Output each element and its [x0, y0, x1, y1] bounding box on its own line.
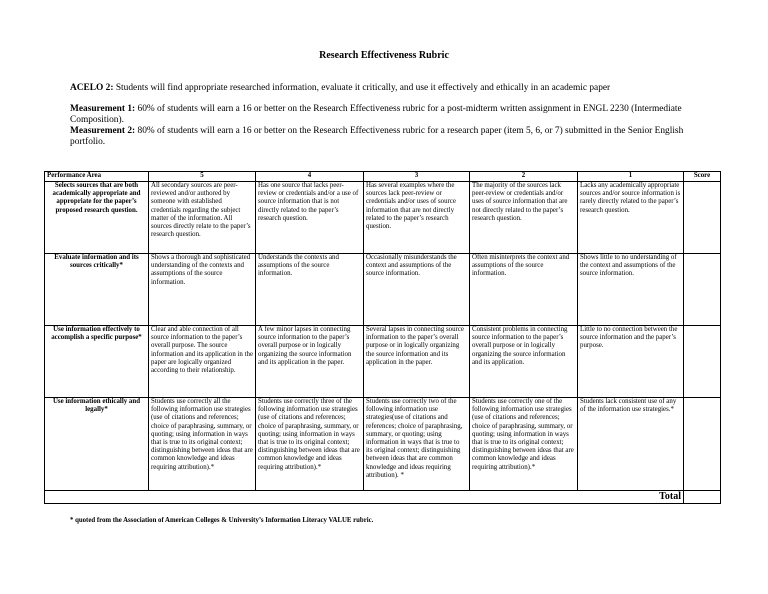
criteria-cell-2: The majority of the sources lack peer-review or credentials and/or uses of source information that are not directly related to the paper’s research question. [470, 182, 578, 254]
total-row [45, 491, 721, 504]
criteria-cell-3: Students use correctly two of the following information use strategies(use of citations and references; choice of paraphrasing, summary, or quoting; using information in ways that is true to its original context; distinguishing between ideas that are common knowledge and ideas requiring attribution). * [364, 398, 470, 491]
table-row [45, 182, 721, 254]
performance-area-cell: Use information ethically and legally* [45, 398, 149, 491]
acelo-label: ACELO 2: [70, 83, 114, 93]
footnote: * quoted from the Association of American Colleges & University’s Information Literacy VALUE rubric. [70, 517, 374, 524]
page-title: Research Effectiveness Rubric [319, 50, 449, 61]
score-cell[interactable] [684, 326, 721, 398]
criteria-cell-1: Little to no connection between the source information and the paper’s purpose. [578, 326, 684, 398]
criteria-cell-3: Has several examples where the sources lack peer-review or credentials and/or uses of source information that are not directly related to the paper’s research question. [364, 182, 470, 254]
header-score: Score [684, 172, 721, 182]
criteria-cell-3: Several lapses in connecting source information to the paper’s overall purpose or in logically organizing the source information and its application in the paper. [364, 326, 470, 398]
score-cell[interactable] [684, 398, 721, 491]
criteria-cell-3: Occasionally misunderstands the context and assumptions of the source information. [364, 254, 470, 326]
criteria-cell-4: A few minor lapses in connecting source information to the paper’s overall purpose or in logically organizing the source information and its application in the paper. [256, 326, 364, 398]
header-score-5: 5 [149, 172, 256, 182]
measurement-1 [70, 104, 720, 126]
criteria-cell-5: Clear and able connection of all source information to the paper’s overall purpose. The source information and its application in the paper are logically organized according to their relationship. [149, 326, 256, 398]
header-score-2: 2 [470, 172, 578, 182]
criteria-cell-1: Lacks any academically appropriate sources and/or source information is rarely directly related to the paper’s research question. [578, 182, 684, 254]
criteria-cell-5: Students use correctly all the following information use strategies (use of citations and references; choice of paraphrasing, summary, or quoting; using information in ways that is true to its original context; distinguishing between ideas that are common knowledge and ideas requiring attribution).* [149, 398, 256, 491]
table-row [45, 398, 721, 491]
score-cell[interactable] [684, 182, 721, 254]
measurement-1-label: Measurement 1: [70, 104, 136, 114]
header-row [45, 172, 721, 182]
score-cell[interactable] [684, 254, 721, 326]
total-score-cell[interactable] [684, 491, 721, 504]
criteria-cell-4: Has one source that lacks peer-review or credentials and/or a use of source information that is not directly related to the paper’s research question. [256, 182, 364, 254]
acelo-text: Students will find appropriate researched information, evaluate it critically, and use it effectively and ethically in an academic paper [113, 83, 611, 93]
criteria-cell-2: Consistent problems in connecting source information to the paper’s overall purpose or in logically organizing the source information and its application. [470, 326, 578, 398]
criteria-cell-1: Students lack consistent use of any of the information use strategies.* [578, 398, 684, 491]
criteria-cell-2: Students use correctly one of the following information use strategies (use of citations and references; choice of paraphrasing, summary, or quoting; using information in ways that is true to its original context; distinguishing between ideas that are common knowledge and ideas requiring attribution).* [470, 398, 578, 491]
performance-area-cell: Use information effectively to accomplish a specific purpose* [45, 326, 149, 398]
measurement-2-label: Measurement 2: [70, 126, 136, 136]
criteria-cell-1: Shows little to no understanding of the context and assumptions of the source information. [578, 254, 684, 326]
measurement-1-text: 60% of students will earn a 16 or better on the Research Effectiveness rubric for a post-midterm written assignment in ENGL 2230 (Intermediate Composition). [70, 104, 682, 125]
total-label: Total [45, 491, 684, 504]
criteria-cell-4: Understands the contexts and assumptions of the source information. [256, 254, 364, 326]
measurement-2-text: 80% of students will earn a 16 or better on the Research Effectiveness rubric for a research paper (item 5, 6, or 7) submitted in the Senior English portfolio. [70, 126, 684, 147]
criteria-cell-5: All secondary sources are peer-reviewed and/or authored by someone with established credentials regarding the subject matter of the information. All sources directly relate to the paper’s research question. [149, 182, 256, 254]
performance-area-cell: Selects sources that are both academically appropriate and appropriate for the paper’s proposed research question. [45, 182, 149, 254]
header-score-4: 4 [256, 172, 364, 182]
header-score-3: 3 [364, 172, 470, 182]
rubric-table [44, 171, 721, 504]
acelo-statement [70, 83, 720, 94]
performance-area-cell: Evaluate information and its sources critically* [45, 254, 149, 326]
measurement-2 [70, 126, 720, 148]
table-row [45, 254, 721, 326]
header-performance-area: Performance Area [45, 172, 149, 182]
criteria-cell-2: Often misinterprets the context and assumptions of the source information. [470, 254, 578, 326]
table-row [45, 326, 721, 398]
criteria-cell-4: Students use correctly three of the following information use strategies (use of citations and references; choice of paraphrasing, summary, or quoting; using information in ways that is true to its original context; distinguishing between ideas that are common knowledge and ideas requiring attribution).* [256, 398, 364, 491]
header-score-1: 1 [578, 172, 684, 182]
criteria-cell-5: Shows a thorough and sophisticated understanding of the contexts and assumptions of the source information. [149, 254, 256, 326]
